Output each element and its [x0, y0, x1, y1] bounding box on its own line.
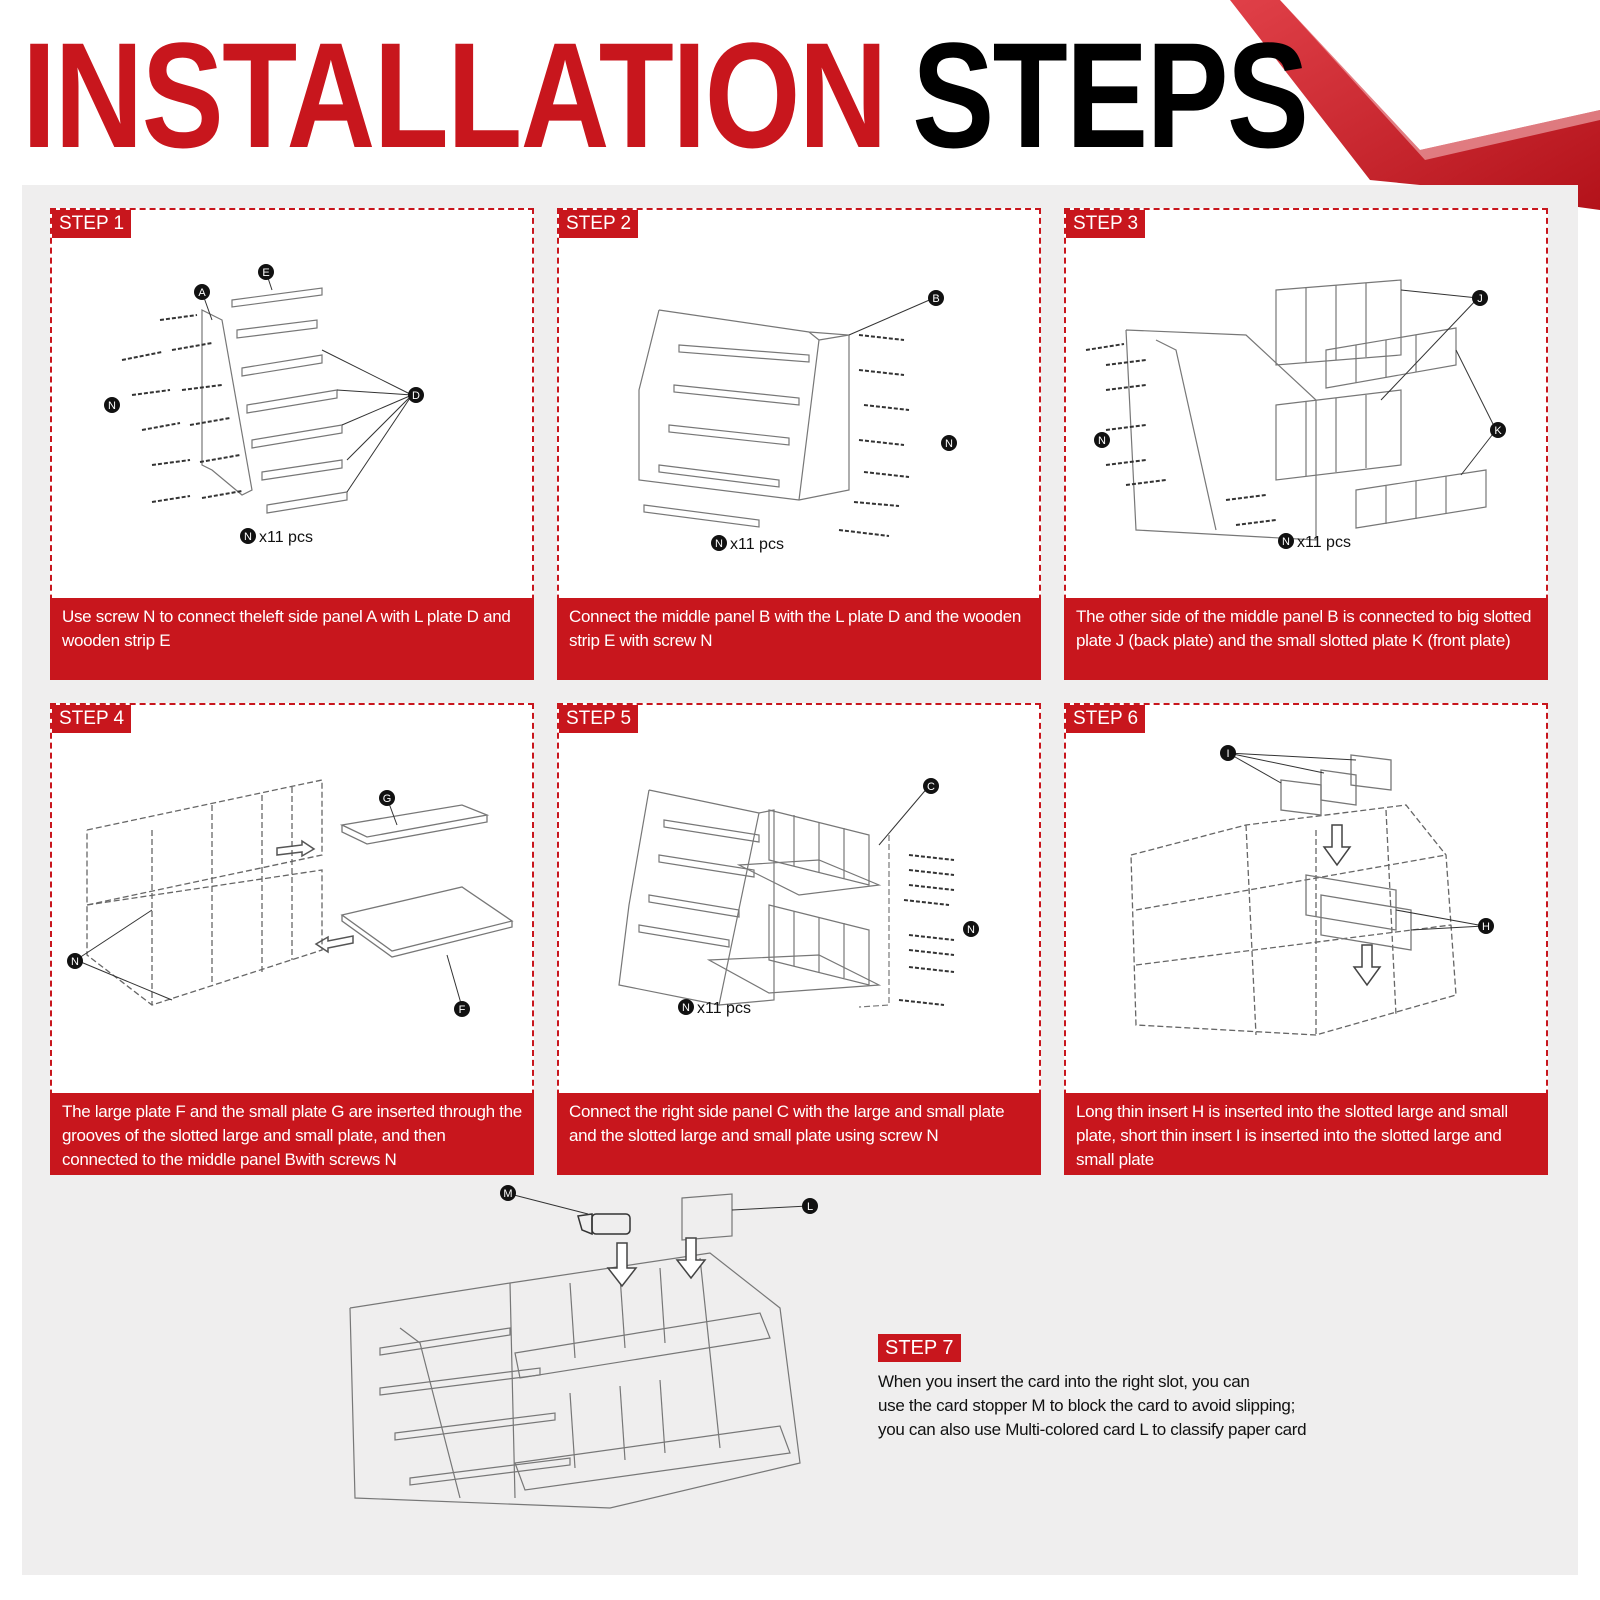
step-7-diagram: [340, 1188, 840, 1568]
part-letter: J: [1477, 293, 1483, 305]
down-arrow-icon: [277, 841, 353, 952]
small-slotted-plate-k-drawing: [1326, 328, 1486, 528]
step-5-card: [557, 703, 1041, 1175]
part-letter: F: [458, 1004, 466, 1016]
long-insert-h-drawing: [1306, 875, 1411, 950]
part-letter: K: [1494, 425, 1502, 437]
part-letter: N: [108, 400, 116, 412]
frame-drawing: [1126, 330, 1316, 540]
step-caption: Connect the right side panel C with the large and small plate and the slotted large and small plate using screw N: [557, 1093, 1041, 1175]
side-panel-c-drawing: [859, 835, 889, 1007]
step-6-diagram: [1066, 735, 1546, 1115]
part-marker-n: [963, 921, 979, 937]
leader-lines: [849, 298, 934, 335]
step-badge: STEP 4: [52, 705, 131, 733]
part-letter: N: [244, 531, 252, 543]
quantity-label: [1278, 533, 1351, 551]
part-marker-f: [454, 1001, 470, 1017]
step-2-diagram: [559, 240, 1039, 620]
step-4-card: [50, 703, 534, 1175]
part-marker-n: [1094, 432, 1110, 448]
part-letter: D: [412, 390, 420, 402]
step-6-card: [1064, 703, 1548, 1175]
wooden-strip-e-drawing: [232, 288, 322, 307]
part-letter: H: [1482, 921, 1490, 933]
quantity-text: x11 pcs: [730, 536, 784, 553]
down-arrow-icon: [1324, 825, 1380, 985]
part-marker-b: [928, 290, 944, 306]
part-letter: N: [1282, 536, 1290, 548]
shelves-drawing: [380, 1328, 570, 1485]
assembled-organizer-drawing: [350, 1253, 800, 1508]
step-badge: STEP 6: [1066, 705, 1145, 733]
leader-lines: [1381, 290, 1496, 475]
small-plate-g-drawing: [342, 805, 487, 844]
part-marker-m: [500, 1185, 516, 1201]
part-marker-c: [923, 778, 939, 794]
part-letter: A: [198, 287, 206, 299]
part-letter: L: [806, 1201, 814, 1213]
quantity-label: [240, 528, 313, 546]
screw-icon: [122, 315, 242, 502]
step-badge: STEP 5: [559, 705, 638, 733]
step-7-line: When you insert the card into the right slot, you can: [878, 1372, 1250, 1391]
part-marker-h: [1478, 918, 1494, 934]
step-badge: STEP 2: [559, 210, 638, 238]
part-letter: M: [503, 1188, 513, 1200]
part-letter: N: [715, 538, 723, 550]
step-5-diagram: [559, 735, 1039, 1115]
slotted-plates-drawing: [709, 810, 879, 993]
part-marker-n: [67, 953, 83, 969]
card-stopper-m-drawing: [578, 1214, 630, 1234]
title-word-steps: STEPS: [912, 11, 1308, 179]
part-letter: C: [927, 781, 935, 793]
title-word-installation: INSTALLATION: [22, 11, 886, 179]
part-letter: N: [1098, 435, 1106, 447]
part-letter: E: [262, 267, 270, 279]
frame-drawing: [87, 780, 322, 1005]
step-4-diagram: [52, 735, 532, 1115]
step-caption: The other side of the middle panel B is connected to big slotted plate J (back plate) and the small slotted plate K (front plate): [1064, 598, 1548, 680]
part-letter: N: [945, 438, 953, 450]
down-arrow-icon: [608, 1238, 705, 1286]
part-marker-k: [1490, 422, 1506, 438]
step-badge: STEP 3: [1066, 210, 1145, 238]
step-1-diagram: [52, 240, 532, 620]
part-letter: I: [1226, 748, 1230, 760]
part-marker-a: [194, 284, 210, 300]
l-plates-d-drawing: [237, 320, 347, 513]
page-title: [22, 11, 1308, 179]
leader-lines: [76, 798, 462, 1007]
step-7-line: use the card stopper M to block the card to avoid slipping;: [878, 1396, 1295, 1415]
part-marker-n: [941, 435, 957, 451]
step-1-card: [50, 208, 534, 680]
step-caption: Long thin insert H is inserted into the slotted large and small plate, short thin insert I is inserted into the slotted large and small plate: [1064, 1093, 1548, 1175]
part-marker-i: [1220, 745, 1236, 761]
step-7-line: you can also use Multi-colored card L to classify paper card: [878, 1420, 1307, 1439]
step-caption: Use screw N to connect theleft side panel A with L plate D and wooden strip E: [50, 598, 534, 680]
part-marker-l: [802, 1198, 818, 1214]
l-plates-d-drawing: [644, 345, 809, 527]
quantity-text: x11 pcs: [697, 1000, 751, 1017]
leader-lines: [879, 786, 929, 845]
frame-drawing: [1131, 805, 1456, 1035]
step-3-card: [1064, 208, 1548, 680]
step-2-card: [557, 208, 1041, 680]
part-marker-d: [408, 387, 424, 403]
quantity-label: [711, 535, 784, 553]
part-marker-e: [258, 264, 274, 280]
l-plates-drawing: [639, 820, 759, 947]
part-marker-g: [379, 790, 395, 806]
quantity-label: [678, 999, 751, 1017]
frame-drawing: [619, 790, 774, 1005]
quantity-text: x11 pcs: [259, 529, 313, 546]
part-letter: B: [932, 293, 940, 305]
part-marker-j: [1472, 290, 1488, 306]
side-panel-a-drawing: [202, 310, 252, 495]
step-caption: The large plate F and the small plate G are inserted through the grooves of the slotted large and small plate, and then connected to the middle panel Bwith screws N: [50, 1093, 534, 1175]
part-letter: N: [71, 956, 79, 968]
step-caption: Connect the middle panel B with the L plate D and the wooden strip E with screw N: [557, 598, 1041, 680]
frame-drawing: [639, 310, 849, 500]
large-plate-f-drawing: [342, 887, 512, 957]
screw-icon: [899, 855, 954, 1005]
step-badge: STEP 1: [52, 210, 131, 238]
step-7-badge: STEP 7: [878, 1334, 961, 1362]
quantity-text: x11 pcs: [1297, 534, 1351, 551]
step-7-instructions: [878, 1370, 1378, 1442]
part-letter: N: [967, 924, 975, 936]
part-marker-n: [104, 397, 120, 413]
part-letter: N: [682, 1002, 690, 1014]
multi-colored-card-l-drawing: [682, 1194, 732, 1240]
short-insert-i-drawing: [1281, 755, 1391, 815]
step-3-diagram: [1066, 240, 1546, 620]
part-letter: G: [382, 793, 392, 805]
